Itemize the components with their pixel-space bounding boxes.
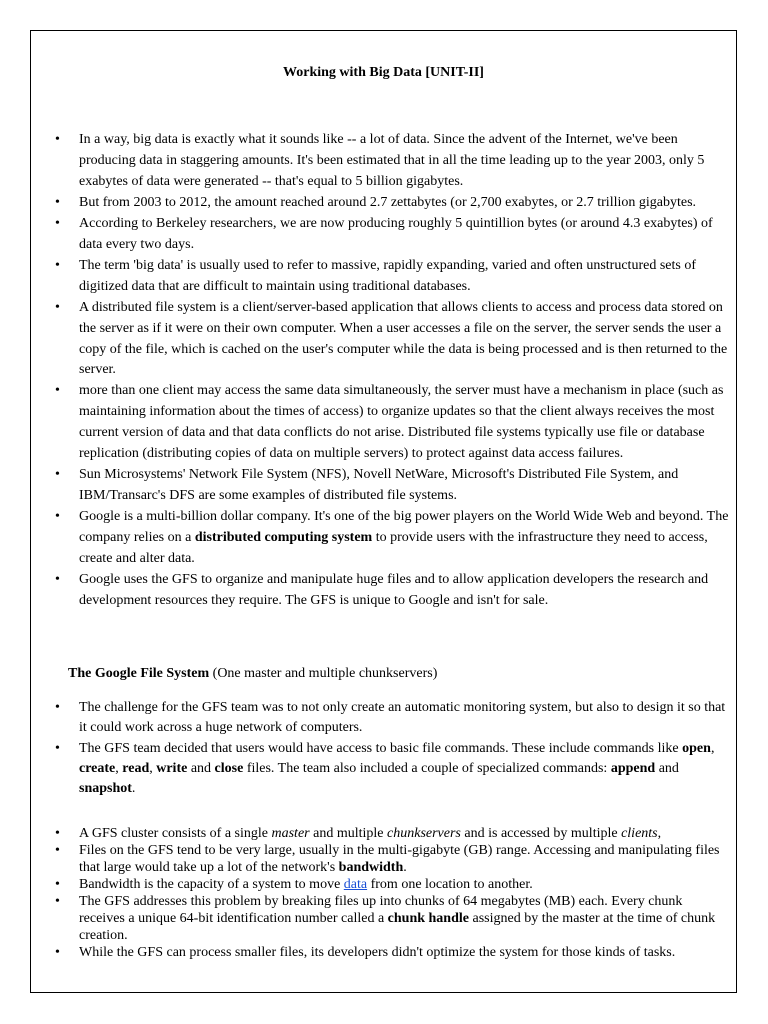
list-item: • But from 2003 to 2012, the amount reached around 2.7 zettabytes (or 2,700 exabytes, or 2.7 trillion gigabytes.	[55, 194, 697, 210]
list-item: • The GFS team decided that users would have access to basic file commands. These include commands like open, create, read, write and close files. The team also included a couple of specialized commands: append and snapshot.	[55, 740, 715, 797]
list-item: • According to Berkeley researchers, we are now producing roughly 5 quintillion bytes (or around 4.3 exabytes) of data every two days.	[55, 215, 713, 252]
document-title: Working with Big Data [UNIT-II]	[283, 65, 484, 80]
list-item: • A distributed file system is a client/server-based application that allows clients to access and process data stored on the server as if it were on their own computer. When a user accesses a file on the server, the server sends the user a copy of the file, which is cached on the user's computer while the data is being processed and is then returned to the server.	[55, 299, 728, 378]
gfs-bullet-list	[55, 698, 729, 799]
list-item: • A GFS cluster consists of a single master and multiple chunkservers and is accessed by multiple clients,	[55, 826, 662, 841]
list-item: • The challenge for the GFS team was to not only create an automatic monitoring system, but also to design it so that it could work across a huge network of computers.	[55, 700, 726, 736]
list-item: • more than one client may access the same data simultaneously, the server must have a mechanism in place (such as maintaining information about the times of access) to organize updates so that the client always receives the most current version of data and that data conflicts do not arise. Distributed file systems typically use file or database replication (distributing copies of data on multiple servers) to protect against data access failures.	[55, 383, 724, 462]
list-item: • Google is a multi-billion dollar company. It's one of the big power players on the World Wide Web and beyond. The company relies on a distributed computing system to provide users with the infrastructure they need to access, create and alter data.	[55, 509, 729, 567]
gfs-details-bullet-list	[55, 825, 729, 961]
list-item: • Files on the GFS tend to be very large, usually in the multi-gigabyte (GB) range. Accessing and manipulating files that large would take up a lot of the network's bandwidth.	[55, 843, 720, 875]
document-page	[30, 30, 737, 993]
list-item: • The GFS addresses this problem by breaking files up into chunks of 64 megabytes (MB) each. Every chunk receives a unique 64-bit identification number called a chunk handle assigned by the master at the time of chunk creation.	[55, 894, 716, 943]
section-heading: The Google File System (One master and multiple chunkservers)	[68, 666, 438, 681]
list-item: • Google uses the GFS to organize and manipulate huge files and to allow application developers the research and development resources they require. The GFS is unique to Google and isn't for sale.	[55, 572, 709, 608]
list-item: • Sun Microsystems' Network File System (NFS), Novell NetWare, Microsoft's Distributed File System, and IBM/Transarc's DFS are some examples of distributed file systems.	[55, 467, 679, 504]
list-item: • Bandwidth is the capacity of a system to move data from one location to another.	[55, 877, 533, 892]
data-link[interactable]: data	[343, 877, 368, 892]
list-item: • The term 'big data' is usually used to refer to massive, rapidly expanding, varied and often unstructured sets of digitized data that are difficult to maintain using traditional databases.	[55, 257, 696, 294]
big-data-bullet-list	[55, 130, 729, 612]
list-item: • In a way, big data is exactly what it sounds like -- a lot of data. Since the advent of the Internet, we've been producing data in staggering amounts. It's been estimated that in all the time leading up to the year 2003, only 5 exabytes of data were generated -- that's equal to 5 billion gigabytes.	[55, 132, 705, 189]
list-item: • While the GFS can process smaller files, its developers didn't optimize the system for those kinds of tasks.	[55, 945, 676, 960]
